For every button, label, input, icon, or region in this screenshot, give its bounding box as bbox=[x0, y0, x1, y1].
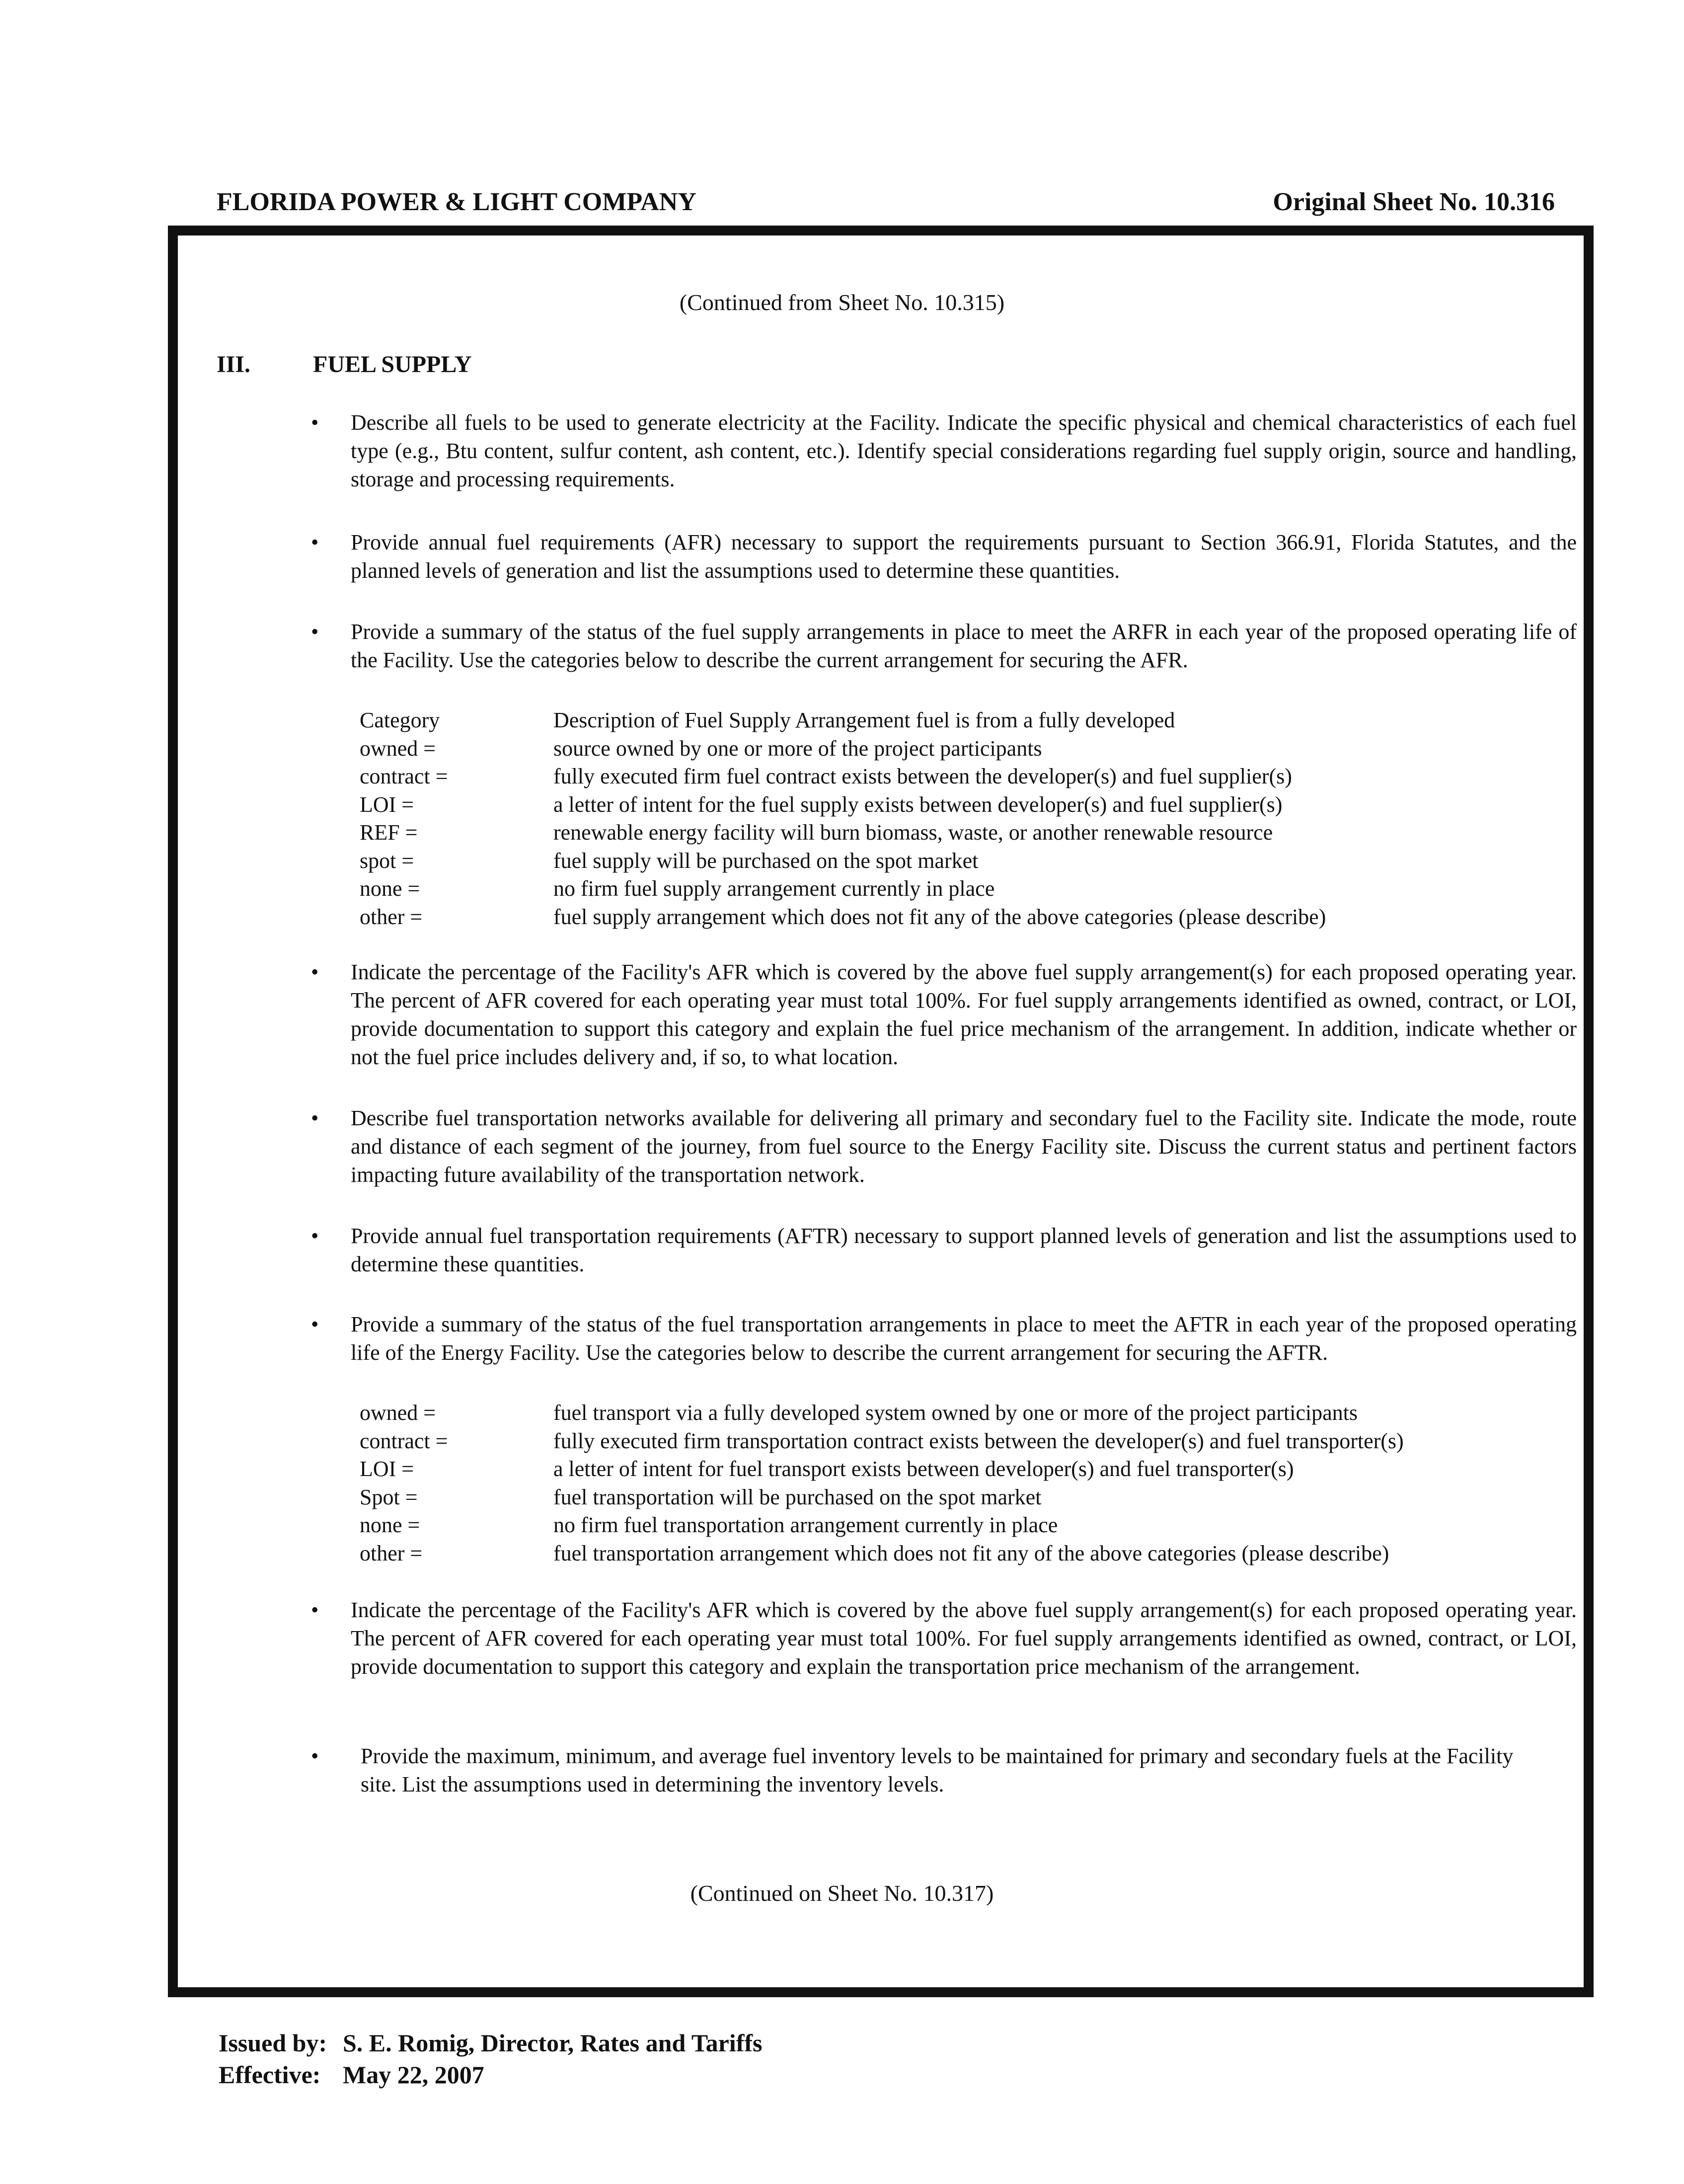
bullet-icon: • bbox=[311, 1744, 319, 1768]
category-description: fuel transportation will be purchased on the spot market bbox=[553, 1484, 1042, 1509]
category-key: owned = bbox=[360, 1401, 436, 1425]
bullet-icon: • bbox=[311, 1312, 319, 1336]
category-description: a letter of intent for fuel transport exists between developer(s) and fuel transporter(s) bbox=[553, 1457, 1294, 1481]
bullet-icon: • bbox=[311, 620, 319, 644]
bullet-item bbox=[311, 1310, 1577, 1367]
continued-from-note: (Continued from Sheet No. 10.315) bbox=[679, 290, 1005, 315]
bullet-text: Provide annual fuel transportation requirements (AFTR) necessary to support planned levels of generation and list the assumptions used to determine these quantities. bbox=[351, 1224, 1577, 1276]
bullet-text: Indicate the percentage of the Facility's AFR which is covered by the above fuel supply arrangement(s) for each proposed operating year. The percent of AFR covered for each operating year must total 100%. For fuel supply arrangements identified as owned, contract, or LOI, provide documentation to support this category and explain the fuel price mechanism of the arrangement. In addition, indicate whether or not the fuel price includes delivery and, if so, to what location. bbox=[351, 960, 1577, 1069]
section-title: FUEL SUPPLY bbox=[313, 351, 472, 378]
category-description: fuel supply will be purchased on the spot market bbox=[553, 848, 979, 873]
company-name: FLORIDA POWER & LIGHT COMPANY bbox=[217, 188, 696, 216]
bullet-text: Indicate the percentage of the Facility's AFR which is covered by the above fuel supply arrangement(s) for each proposed operating year. The percent of AFR covered for each operating year must total 100%. For fuel supply arrangements identified as owned, contract, or LOI, provide documentation to support this category and explain the transportation price mechanism of the arrangement. bbox=[351, 1598, 1577, 1679]
bullet-item bbox=[311, 958, 1577, 1071]
category-key: none = bbox=[360, 1513, 420, 1537]
bullet-icon: • bbox=[311, 1224, 319, 1248]
category-description: fuel transport via a fully developed system owned by one or more of the project participants bbox=[553, 1401, 1358, 1425]
section-number: III. bbox=[217, 351, 251, 378]
bullet-item bbox=[311, 1742, 1553, 1798]
bullet-text: Provide annual fuel requirements (AFR) necessary to support the requirements pursuant to Section 366.91, Florida Statutes, and the planned levels of generation and list the assumptions used to determine these quantities. bbox=[351, 530, 1577, 583]
bullet-text: Provide the maximum, minimum, and average fuel inventory levels to be maintained for primary and secondary fuels at the Facility site. List the assumptions used in determining the inventory levels. bbox=[361, 1744, 1514, 1796]
effective-label: Effective: bbox=[219, 2061, 321, 2089]
category-key: Spot = bbox=[360, 1484, 418, 1509]
category-key: LOI = bbox=[360, 1457, 414, 1481]
category-description: fully executed firm transportation contract exists between the developer(s) and fuel transporter(s) bbox=[553, 1428, 1404, 1453]
bullet-icon: • bbox=[311, 960, 319, 984]
category-key: owned = bbox=[360, 736, 436, 761]
continued-on-note: (Continued on Sheet No. 10.317) bbox=[690, 1880, 994, 1906]
category-description: a letter of intent for the fuel supply exists between developer(s) and fuel supplier(s) bbox=[553, 792, 1283, 817]
bullet-text: Provide a summary of the status of the fuel supply arrangements in place to meet the ARFR in each year of the proposed operating life of the Facility. Use the categories below to describe the current arrangement for securing the AFR. bbox=[351, 620, 1577, 672]
category-key: REF = bbox=[360, 820, 418, 845]
bullet-icon: • bbox=[311, 1106, 319, 1130]
category-description: source owned by one or more of the project participants bbox=[553, 736, 1042, 761]
category-key: other = bbox=[360, 904, 423, 929]
bullet-text: Provide a summary of the status of the fuel transportation arrangements in place to meet the AFTR in each year of the proposed operating life of the Energy Facility. Use the categories below to describe the current arrangement for securing the AFTR. bbox=[351, 1312, 1577, 1365]
sheet-number: Original Sheet No. 10.316 bbox=[1273, 188, 1555, 216]
category-description: no firm fuel transportation arrangement currently in place bbox=[553, 1513, 1058, 1537]
bullet-icon: • bbox=[311, 1598, 319, 1622]
category-key: other = bbox=[360, 1541, 423, 1565]
bullet-icon: • bbox=[311, 530, 319, 554]
issued-by-value: S. E. Romig, Director, Rates and Tariffs bbox=[343, 2029, 763, 2057]
bullet-text: Describe fuel transportation networks available for delivering all primary and secondary fuel to the Facility site. Indicate the mode, route and distance of each segment of the journey, from fuel source to the Energy Facility site. Discuss the current status and pertinent factors impacting future availability of the transportation network. bbox=[351, 1106, 1577, 1187]
page-header bbox=[217, 185, 1555, 220]
category-description: Description of Fuel Supply Arrangement fuel is from a fully developed bbox=[553, 708, 1175, 732]
category-key: none = bbox=[360, 876, 420, 901]
category-description: renewable energy facility will burn biomass, waste, or another renewable resource bbox=[553, 820, 1273, 845]
bullet-item bbox=[311, 618, 1577, 674]
bullet-item bbox=[311, 1104, 1577, 1189]
category-key: LOI = bbox=[360, 792, 414, 817]
bullet-text: Describe all fuels to be used to generate electricity at the Facility. Indicate the specific physical and chemical characteristics of each fuel type (e.g., Btu content, sulfur content, ash content, etc.). Identify special considerations regarding fuel supply origin, source and handling, storage and processing requirements. bbox=[351, 410, 1577, 491]
bullet-icon: • bbox=[311, 410, 319, 435]
bullet-item bbox=[311, 408, 1577, 493]
category-key: spot = bbox=[360, 848, 414, 873]
bullet-item bbox=[311, 528, 1577, 585]
category-key: contract = bbox=[360, 1428, 448, 1453]
category-description: fuel supply arrangement which does not fit any of the above categories (please describe) bbox=[553, 904, 1326, 929]
effective-date-value: May 22, 2007 bbox=[343, 2061, 484, 2089]
bullet-item bbox=[311, 1222, 1577, 1278]
category-description: fuel transportation arrangement which does not fit any of the above categories (please describe) bbox=[553, 1541, 1389, 1565]
category-description: no firm fuel supply arrangement currently in place bbox=[553, 876, 995, 901]
category-description: fully executed firm fuel contract exists between the developer(s) and fuel supplier(s) bbox=[553, 764, 1292, 788]
issued-by-label: Issued by: bbox=[219, 2029, 327, 2057]
category-key: contract = bbox=[360, 764, 448, 788]
category-key: Category bbox=[360, 708, 440, 732]
bullet-item bbox=[311, 1596, 1577, 1681]
